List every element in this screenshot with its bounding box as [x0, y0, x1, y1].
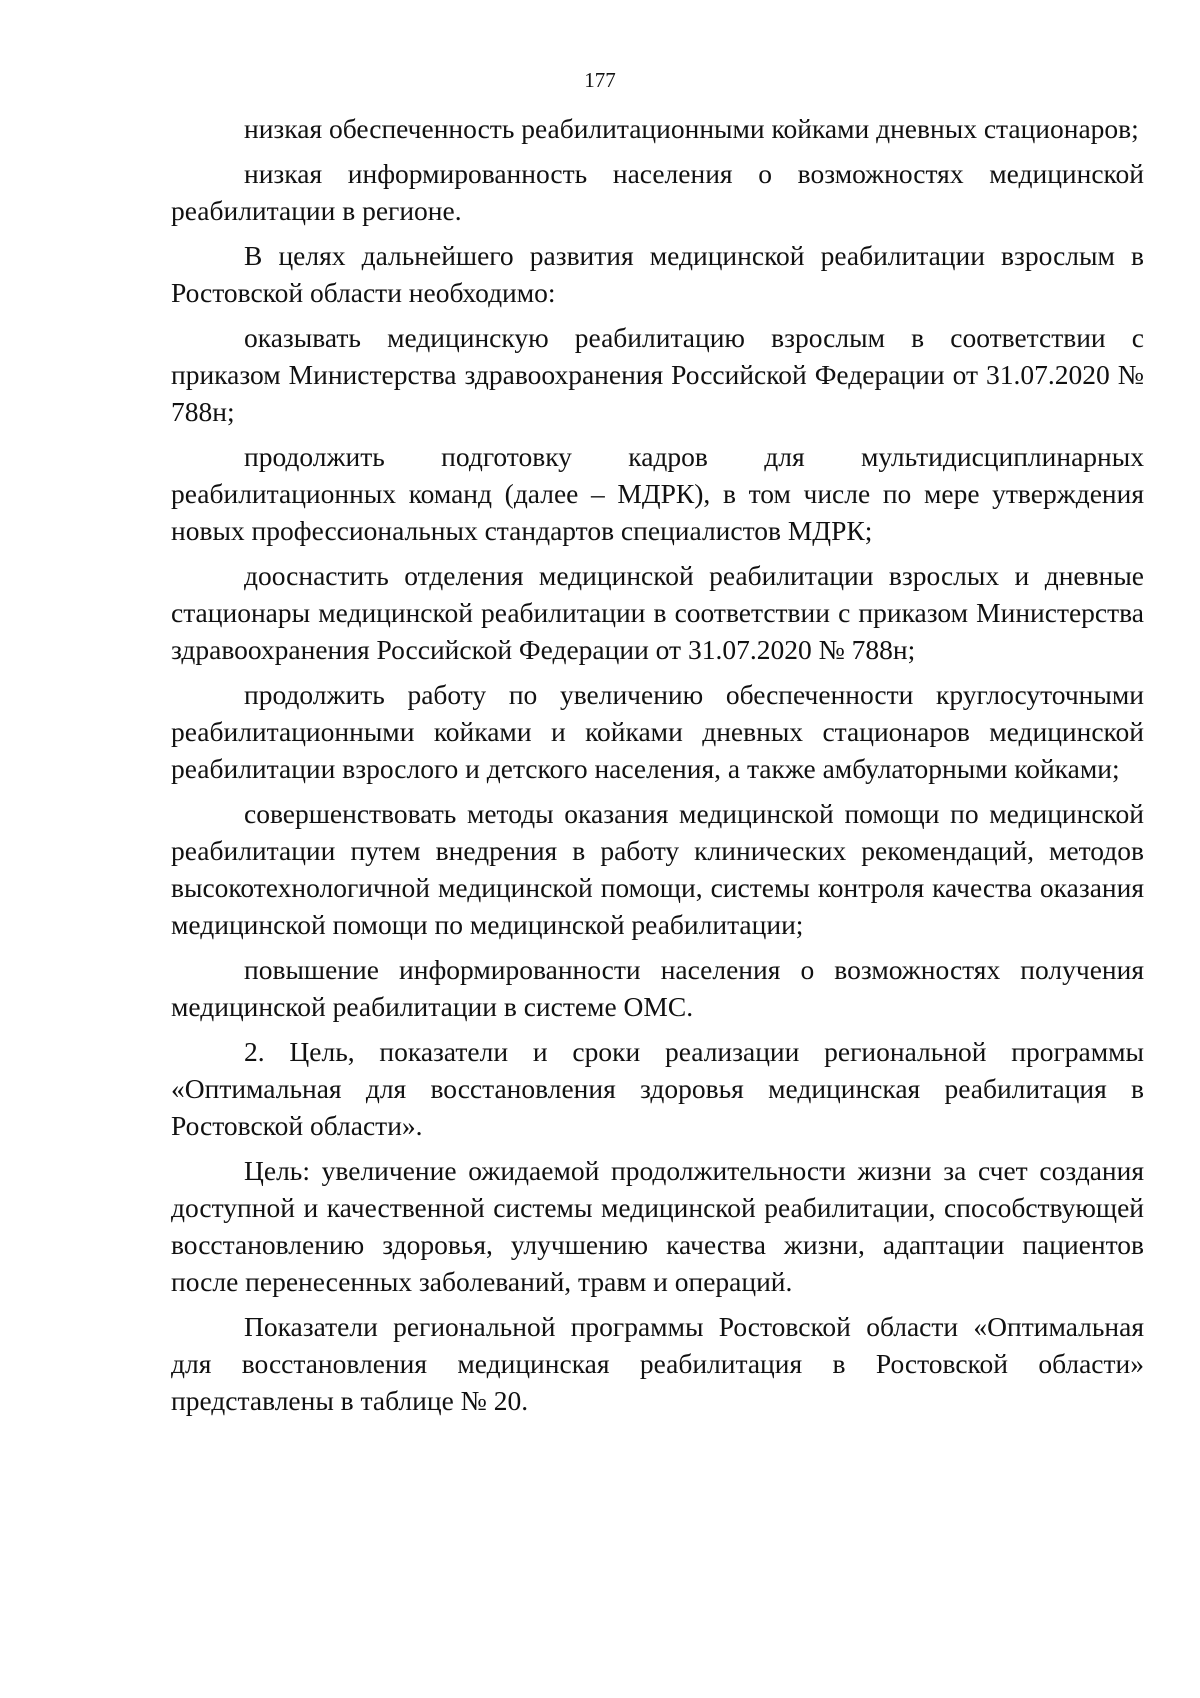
- paragraph-increase-awareness: повышение информированности населения о возможностях получения медицинской реабилитации в системе ОМС.: [171, 954, 1144, 1022]
- page-number: 177: [584, 68, 616, 92]
- section-heading-goal-indicators: 2. Цель, показатели и сроки реализации региональной программы «Оптимальная для восстановления здоровья медицинская реабилитация в Ростовской области».: [171, 1036, 1144, 1141]
- paragraph-staff-training: продолжить подготовку кадров для мультидисциплинарных реабилитационных команд (далее – МДРК), в том числе по мере утверждения новых профессиональных стандартов специалистов МДРК;: [171, 441, 1144, 546]
- paragraph-provide-rehabilitation: оказывать медицинскую реабилитацию взрослым в соответствии с приказом Министерства здравоохранения Российской Федерации от 31.07.2020 № 788н;: [171, 322, 1144, 427]
- paragraph-increase-beds: продолжить работу по увеличению обеспеченности круглосуточными реабилитационными койками и койками дневных стационаров медицинской реабилитации взрослого и детского населения, а также амбулаторными койками;: [171, 679, 1144, 784]
- paragraph-indicators-reference: Показатели региональной программы Ростовской области «Оптимальная для восстановления медицинская реабилитация в Ростовской области» представлены в таблице № 20.: [171, 1311, 1144, 1416]
- paragraph-low-awareness: низкая информированность населения о возможностях медицинской реабилитации в регионе.: [171, 158, 1144, 226]
- paragraph-goal: Цель: увеличение ожидаемой продолжительности жизни за счет создания доступной и качественной системы медицинской реабилитации, способствующей восстановлению здоровья, улучшению качества жизни, адаптации пациентов после перенесенных заболеваний, травм и операций.: [171, 1155, 1144, 1297]
- paragraph-equip-departments: дооснастить отделения медицинской реабилитации взрослых и дневные стационары медицинской реабилитации в соответствии с приказом Министерства здравоохранения Российской Федерации от 31.07.2020 № 788н;: [171, 560, 1144, 665]
- document-body: [171, 110, 1144, 1427]
- paragraph-low-bed-supply: низкая обеспеченность реабилитационными койками дневных стационаров;: [244, 113, 1139, 144]
- paragraph-improve-methods: совершенствовать методы оказания медицинской помощи по медицинской реабилитации путем внедрения в работу клинических рекомендаций, методов высокотехнологичной медицинской помощи, системы контроля качества оказания медицинской помощи по медицинской реабилитации;: [171, 798, 1144, 940]
- paragraph-development-goals: В целях дальнейшего развития медицинской реабилитации взрослым в Ростовской области необходимо:: [171, 240, 1144, 308]
